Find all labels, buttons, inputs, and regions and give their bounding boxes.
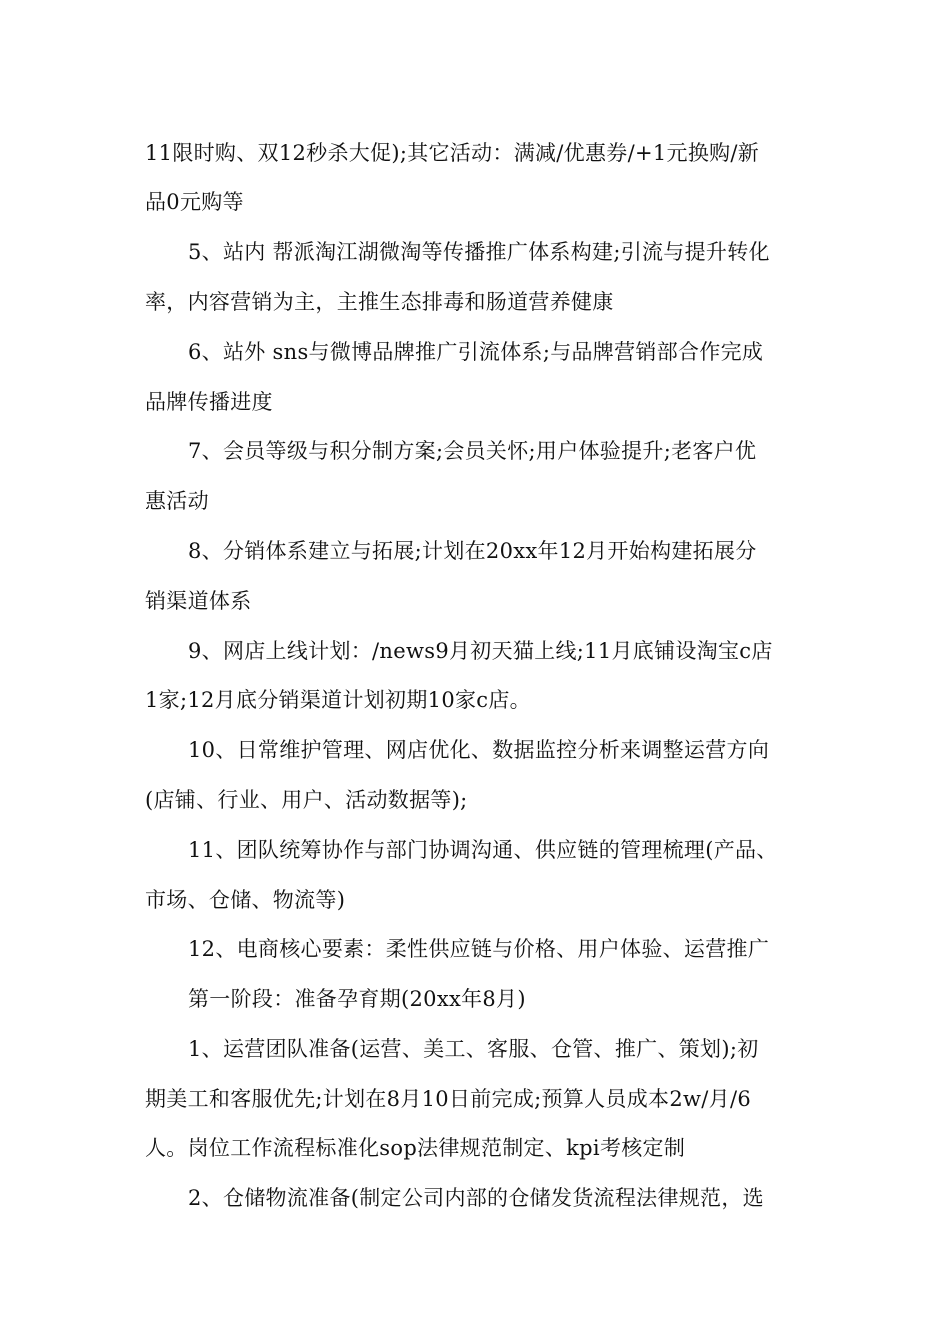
- text-line: 5、站内 帮派淘江湖微淘等传播推广体系构建;引流与提升转化: [188, 240, 770, 264]
- text-line: 11、团队统筹协作与部门协调沟通、供应链的管理梳理(产品、: [188, 838, 778, 862]
- text-line: 8、分销体系建立与拓展;计划在20xx年12月开始构建拓展分: [188, 539, 757, 563]
- text-line: 品牌传播进度: [145, 390, 273, 414]
- text-line: 惠活动: [145, 489, 209, 513]
- text-line: 6、站外 sns与微博品牌推广引流体系;与品牌营销部合作完成: [188, 340, 764, 364]
- text-line: 人。岗位工作流程标准化sop法律规范制定、kpi考核定制: [145, 1136, 686, 1160]
- text-line: 1、运营团队准备(运营、美工、客服、仓管、推广、策划);初: [188, 1037, 759, 1061]
- text-line: 12、电商核心要素：柔性供应链与价格、用户体验、运营推广: [188, 937, 770, 961]
- text-line: (店铺、行业、用户、活动数据等);: [145, 788, 468, 812]
- section-heading: 第一阶段：准备孕育期(20xx年8月): [188, 987, 526, 1011]
- text-line: 11限时购、双12秒杀大促);其它活动：满减/优惠券/+1元换购/新: [145, 141, 760, 165]
- text-line: 10、日常维护管理、网店优化、数据监控分析来调整运营方向: [188, 738, 770, 762]
- text-line: 销渠道体系: [145, 589, 252, 613]
- text-line: 9、网店上线计划：/news9月初天猫上线;11月底铺设淘宝c店: [188, 639, 773, 663]
- text-line: 市场、仓储、物流等): [145, 888, 346, 912]
- text-line: 1家;12月底分销渠道计划初期10家c店。: [145, 688, 531, 712]
- text-line: 品0元购等: [145, 190, 244, 214]
- text-line: 率，内容营销为主，主推生态排毒和肠道营养健康: [145, 290, 614, 314]
- text-line: 2、仓储物流准备(制定公司内部的仓储发货流程法律规范，选: [188, 1186, 764, 1210]
- text-line: 7、会员等级与积分制方案;会员关怀;用户体验提升;老客户优: [188, 439, 757, 463]
- text-line: 期美工和客服优先;计划在8月10日前完成;预算人员成本2w/月/6: [145, 1087, 751, 1111]
